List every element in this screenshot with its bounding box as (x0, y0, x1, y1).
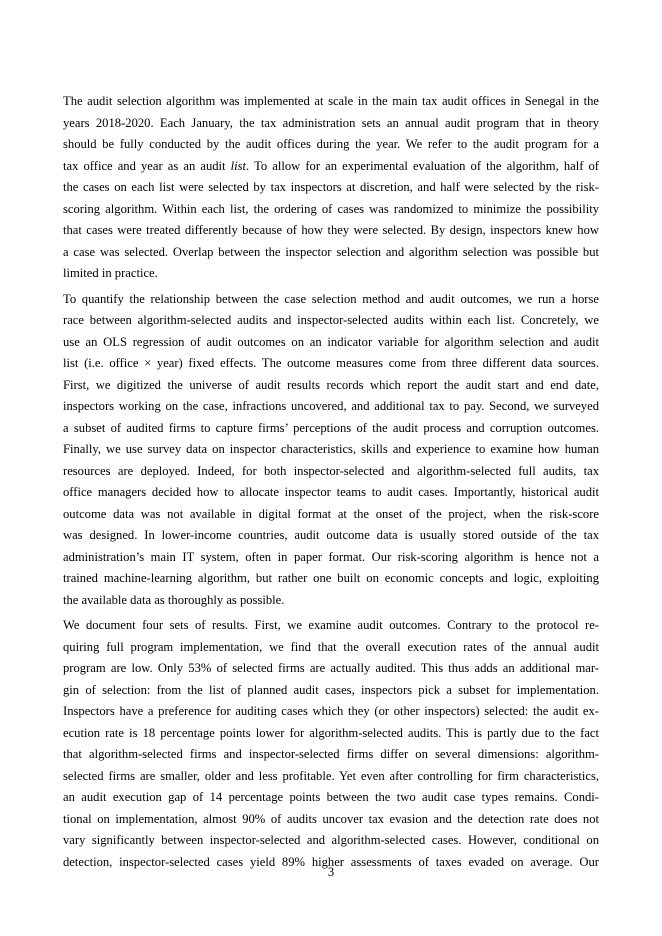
text-line: Finally, we use survey data on inspector characteristics, skills and experience to examine how human (63, 442, 599, 456)
text-line: trained machine-learning algorithm, but rather one built on economic concepts and logic, exploiting (63, 571, 599, 585)
text-line: years 2018-2020. Each January, the tax administration sets an annual audit program that in theory (63, 115, 599, 130)
text-line: quiring full program implementation, we find that the overall execution rates of the annual audit (63, 639, 599, 654)
text-line: program are low. Only 53% of selected firms are actually audited. This thus adds an additional mar- (63, 661, 599, 675)
text-line: selected firms are smaller, older and less profitable. Yet even after controlling for firm characteristics, (63, 768, 599, 783)
text-line: the available data as thoroughly as possible. (63, 592, 285, 607)
text-line: the cases on each list were selected by tax inspectors at discretion, and half were selected by the risk- (63, 180, 599, 194)
page-body (63, 91, 599, 877)
text-line: limited in practice. (63, 266, 158, 280)
text-line: detection, inspector-selected cases yield 89% higher assessments of taxes evaded on average. Our (63, 854, 599, 869)
text-line: outcome data was not available in digital format at the onset of the project, when the risk-score (63, 506, 599, 521)
text-line: use an OLS regression of audit outcomes on an indicator variable for algorithm selection and audit (63, 334, 599, 349)
text-line: Inspectors have a preference for auditing cases which they (or other inspectors) selected: the audit ex- (63, 704, 599, 718)
text-line: tax office and year as an audit list. To allow for an experimental evaluation of the algorithm, half of (63, 158, 599, 173)
text-line: office managers decided how to allocate inspector teams to audit cases. Importantly, historical audit (63, 485, 599, 499)
text-line: was designed. In lower-income countries, audit outcome data is usually stored outside of the tax (63, 528, 599, 542)
text-line: gin of selection: from the list of planned audit cases, inspectors pick a subset for implementation. (63, 682, 599, 697)
text-line: should be fully conducted by the audit offices during the year. We refer to the audit program for a (63, 137, 599, 151)
text-line: resources are deployed. Indeed, for both inspector-selected and algorithm-selected full audits, tax (63, 463, 599, 478)
text-line: a subset of audited firms to capture firms’ perceptions of the audit process and corruption outcomes. (63, 420, 599, 435)
text-line: vary significantly between inspector-selected and algorithm-selected cases. However, conditional on (63, 833, 599, 847)
text-line: race between algorithm-selected audits and inspector-selected audits within each list. Concretely, we (63, 313, 599, 327)
text-line: an audit execution gap of 14 percentage points between the two audit case types remains. Condi- (63, 790, 599, 804)
text-line: list (i.e. office × year) fixed effects. The outcome measures come from three different data sources. (63, 356, 599, 370)
paragraph-1 (63, 91, 599, 285)
text-line: We document four sets of results. First, we examine audit outcomes. Contrary to the protocol re- (63, 618, 599, 632)
text-line: tional on implementation, almost 90% of audits uncover tax evasion and the detection rate does not (63, 811, 599, 826)
page-number: 3 (327, 865, 335, 879)
paragraph-3 (63, 615, 599, 873)
text-line: a case was selected. Overlap between the inspector selection and algorithm selection was possible but (63, 244, 599, 259)
text-line: scoring algorithm. Within each list, the ordering of cases was randomized to minimize the possibility (63, 201, 599, 216)
text-line: The audit selection algorithm was implemented at scale in the main tax audit offices in Senegal in the (63, 94, 599, 108)
text-line: inspectors working on the case, infractions uncovered, and additional tax to pay. Second, we surveyed (63, 399, 599, 413)
emphasis-list: list (230, 158, 247, 173)
text-line: ecution rate is 18 percentage points lower for algorithm-selected audits. This is partly due to the fact (63, 725, 599, 740)
text-line: that cases were treated differently because of how they were selected. By design, inspectors knew how (63, 223, 599, 237)
paragraph-2 (63, 289, 599, 612)
text-line: administration’s main IT system, often in paper format. Our risk-scoring algorithm is hence not a (63, 549, 599, 564)
body-text (63, 91, 599, 873)
text-line: First, we digitized the universe of audit results records which report the audit start and end date, (63, 377, 599, 392)
text-line: that algorithm-selected firms and inspector-selected firms differ on several dimensions: algorithm- (63, 747, 599, 761)
text-line: To quantify the relationship between the case selection method and audit outcomes, we run a horse (63, 291, 599, 306)
